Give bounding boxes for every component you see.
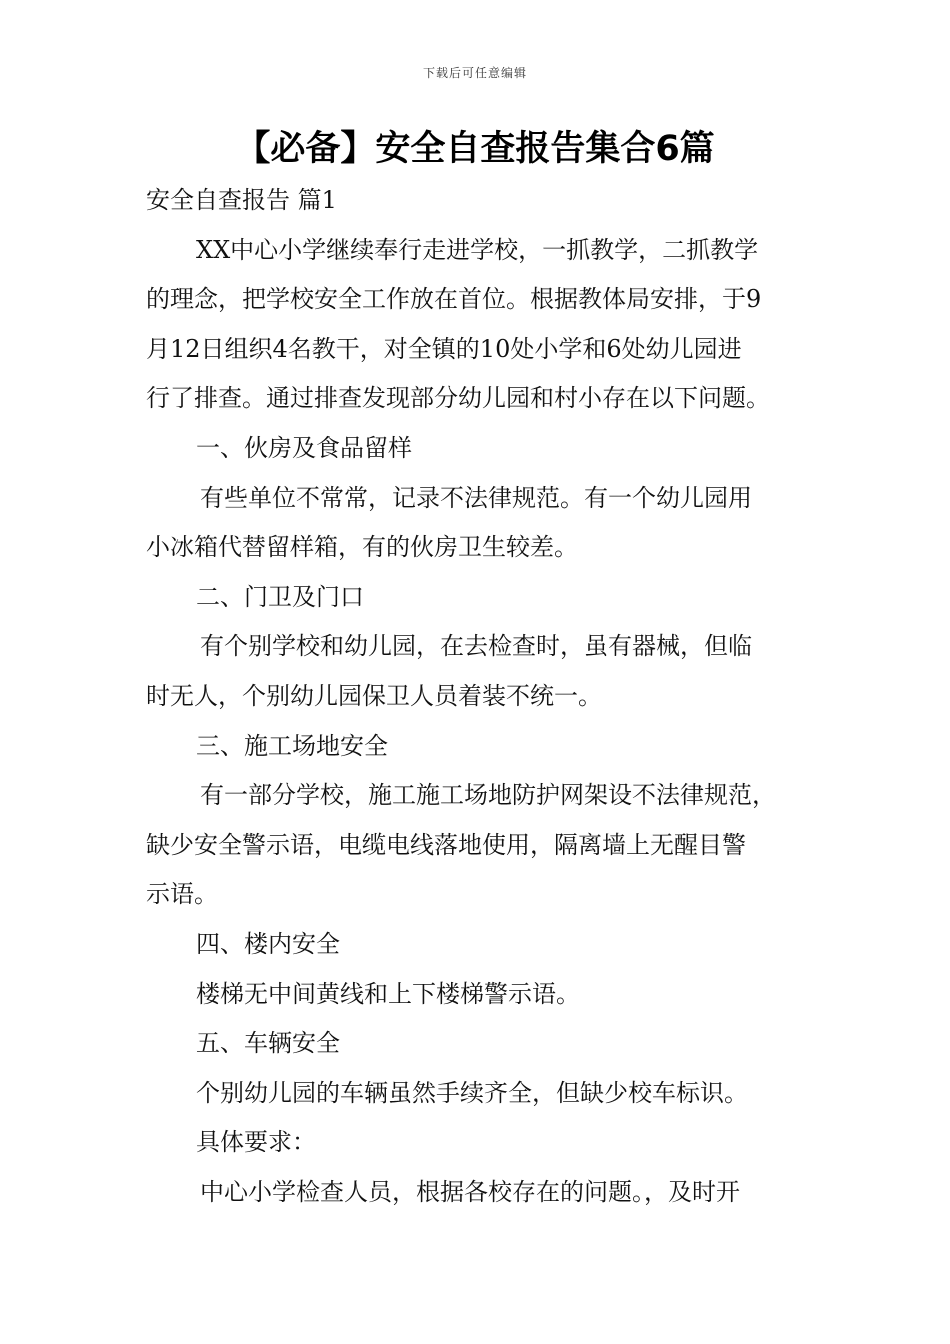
document-title: 【必备】安全自查报告集合6篇: [235, 129, 715, 169]
subheading: 一、伙房及食品留样: [196, 433, 412, 462]
subheading: 二、门卫及门口: [196, 582, 364, 611]
subheading: 四、楼内安全: [196, 929, 340, 958]
document-body: [146, 176, 826, 1217]
section-heading: 安全自查报告 篇1: [146, 186, 337, 214]
body-line: 小冰箱代替留样箱，有的伙房卫生较差。: [146, 533, 578, 562]
subheading: 具体要求：: [196, 1128, 316, 1157]
header-note: 下载后可任意编辑: [422, 66, 527, 80]
body-line: XX中心小学继续奉行走进学校，一抓教学，二抓教学: [196, 235, 759, 264]
body-line: 有一部分学校，施工施工场地防护网架设不法律规范，: [200, 781, 776, 810]
body-line: 示语。: [146, 880, 218, 909]
subheading: 五、车辆安全: [196, 1029, 340, 1058]
body-line: 行了排查。通过排查发现部分幼儿园和村小存在以下问题。: [146, 384, 770, 413]
body-line: 时无人，个别幼儿园保卫人员着装不统一。: [146, 681, 602, 710]
body-line: 的理念，把学校安全工作放在首位。根据教体局安排，于9: [146, 285, 762, 314]
body-line: 月12日组织4名教干，对全镇的10处小学和6处幼儿园进: [146, 334, 742, 363]
subheading: 三、施工场地安全: [196, 731, 388, 760]
body-line: 有些单位不常常，记录不法律规范。有一个幼儿园用: [200, 483, 752, 512]
body-line: 个别幼儿园的车辆虽然手续齐全，但缺少校车标识。: [196, 1078, 748, 1107]
body-line: 有个别学校和幼儿园，在去检查时，虽有器械，但临: [200, 632, 752, 661]
body-line: 中心小学检查人员，根据各校存在的问题。，及时开: [200, 1177, 740, 1206]
body-line: 楼梯无中间黄线和上下楼梯警示语。: [196, 979, 580, 1008]
body-line: 缺少安全警示语，电缆电线落地使用，隔离墙上无醒目警: [146, 830, 746, 859]
